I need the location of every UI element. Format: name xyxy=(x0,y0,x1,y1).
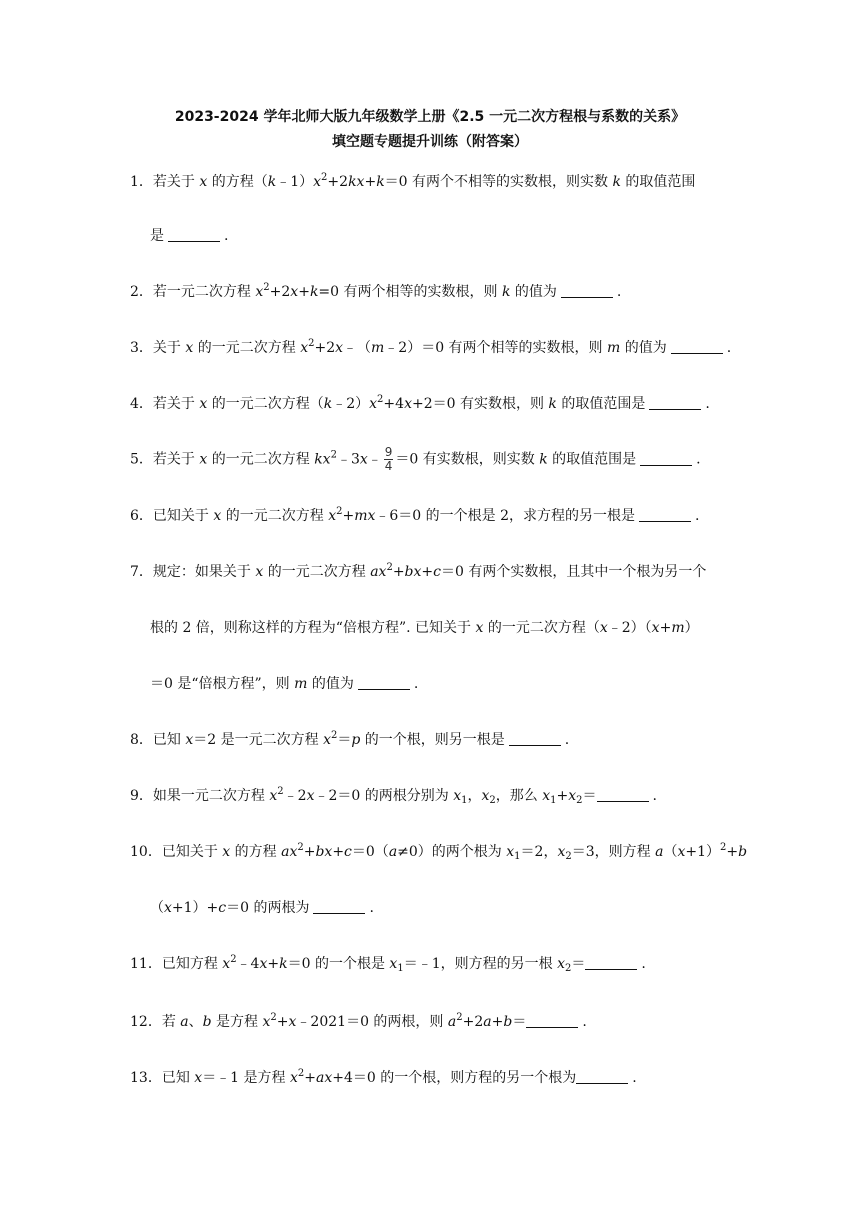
question-7-line-3: ＝0 是“倍根方程”，则 m 的值为 . xyxy=(150,676,419,692)
question-11: 11．已知方程 $x^2﹣4x+k=0$ 的一个根是 $x_1=﹣1$，则方程的另一根 $x_2=$ . xyxy=(130,954,646,974)
question-8: 8．已知 x＝2 是一元二次方程 $x^2=p$ 的一个根，则另一根是 . xyxy=(130,730,570,748)
answer-blank[interactable] xyxy=(649,395,701,410)
page-title: 2023-2024 学年北师大版九年级数学上册《2.5 一元二次方程根与系数的关系》 xyxy=(174,109,686,125)
answer-blank[interactable] xyxy=(313,899,365,914)
fraction: $\frac{9}{4}$ xyxy=(384,445,393,473)
question-7: 7．规定：如果关于 x 的一元二次方程 $ax^2+bx+c=0$ 有两个实数根，且其中一个根为另一个 xyxy=(130,562,707,580)
question-7-line-2: 根的 2 倍，则称这样的方程为“倍根方程”. 已知关于 x 的一元二次方程（x﹣2）（x+m） xyxy=(150,620,699,636)
question-1-line-2: 是 . xyxy=(150,228,229,244)
answer-blank[interactable] xyxy=(671,339,723,354)
question-5: 5．若关于 x 的一元二次方程 $kx^2﹣3x﹣$ $\frac{9}{4}$ ＝0 有实数根，则实数 k 的取值范围是 . xyxy=(130,445,701,473)
question-4: 4．若关于 x 的一元二次方程$(k﹣2)x^2+4x+2=0$ 有实数根，则 k 的取值范围是 . xyxy=(130,394,710,412)
answer-blank[interactable] xyxy=(639,507,691,522)
answer-blank[interactable] xyxy=(597,787,649,802)
answer-blank[interactable] xyxy=(168,227,220,242)
question-9: 9．如果一元二次方程 $x^2﹣2x﹣2=0$ 的两根分别为 $x_1$，$x_2$，那么 $x_1+x_2=$ . xyxy=(130,786,657,806)
answer-blank[interactable] xyxy=(358,675,410,690)
answer-blank[interactable] xyxy=(576,1069,628,1084)
answer-blank[interactable] xyxy=(509,731,561,746)
question-13: 13．已知 x＝﹣1 是方程 $x^2+ax+4=0$ 的一个根，则方程的另一个根为 . xyxy=(130,1068,637,1086)
answer-blank[interactable] xyxy=(640,451,692,466)
question-2: 2．若一元二次方程 $x^2+2x+k=0$ 有两个相等的实数根，则 k 的值为 . xyxy=(130,282,622,300)
answer-blank[interactable] xyxy=(585,955,637,970)
question-12: 12．若 a、b 是方程 $x^2+x﹣2021=0$ 的两根，则 $a^2+2a+b=$ . xyxy=(130,1012,587,1030)
question-10-line-2: （x+1）+c＝0 的两根为 . xyxy=(150,900,374,916)
question-10: 10．已知关于 x 的方程 $ax^2+bx+c=0(a\ne 0)$的两个根为 $x_1=2$，$x_2=3$，则方程 $a(x+1)^2+b$ xyxy=(130,842,748,862)
question-1: 1．若关于 x 的方程$(k﹣1)x^2+2kx+k=0$ 有两个不相等的实数根，则实数 k 的取值范围 xyxy=(130,172,696,190)
answer-blank[interactable] xyxy=(561,283,613,298)
page-subtitle: 填空题专题提升训练（附答案） xyxy=(332,134,528,150)
question-3: 3．关于 x 的一元二次方程 $x^2+2x﹣(m﹣2)=0$ 有两个相等的实数根，则 m 的值为 . xyxy=(130,338,732,356)
question-6: 6．已知关于 x 的一元二次方程 $x^2+mx﹣6=0$ 的一个根是 2，求方程的另一根是 . xyxy=(130,506,700,524)
answer-blank[interactable] xyxy=(526,1013,578,1028)
